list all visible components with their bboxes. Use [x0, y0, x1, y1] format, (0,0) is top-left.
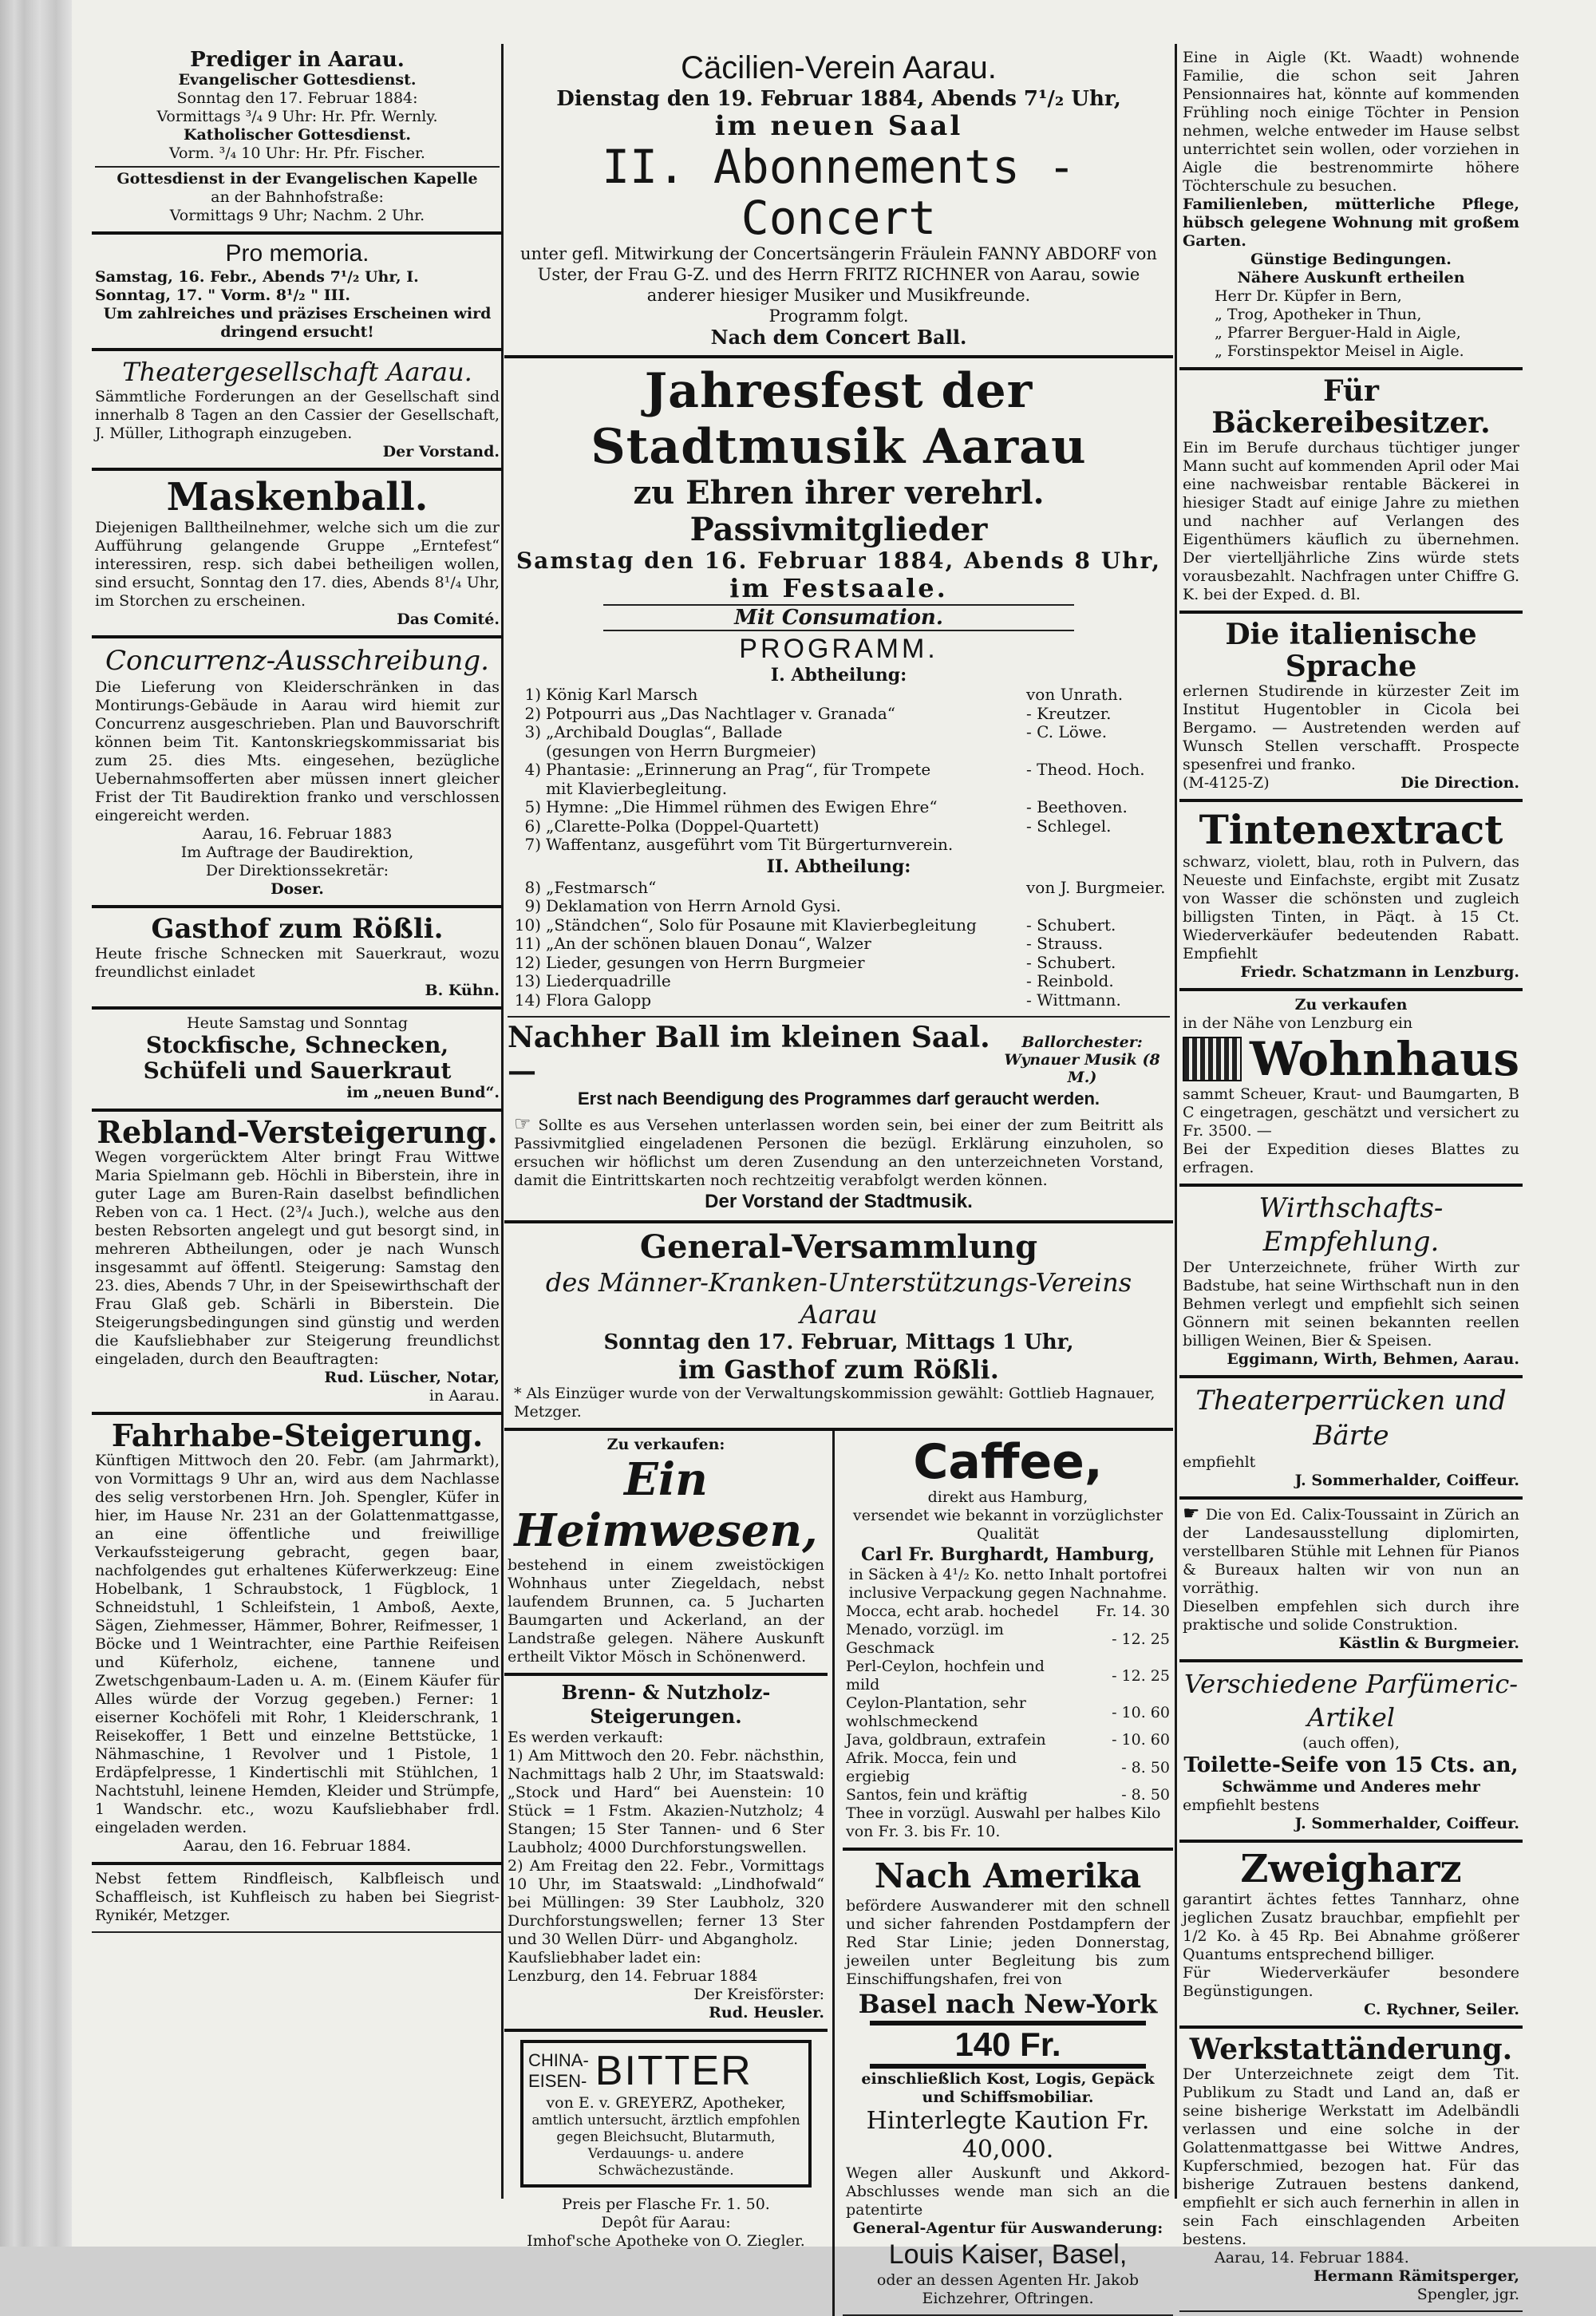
rebland-body: Wegen vorgerücktem Alter bringt Frau Wittwe Maria Spielmann geb. Höchli in Biberstein, ihre in guter Lage am Buren-Rain daselbst befindlichen Reben von ca. 1 Hect. (2³/₄ Juch.), welche aus den besten Rebsorten angelegt und gut besorgt sind, in mehreren Abtheilungen, oder je nach Wunsch insgesammt auf öffentl. Steigerung: Samstag den 23. dies, Abends 7 Uhr, in der Speisewirthschaft der Frau Glaß geb. Schärli in Biberstein. Die Steigerungsbedingungen sind günstig und werden die Kaufsliebhaber zur Steigerung freundlichst eingeladen, durch den Beauftragten:: [95, 1148, 500, 1368]
bitter-von: von E. v. GREYERZ, Apotheker,: [546, 2094, 786, 2112]
programme-item-composer: von J. Burgmeier.: [1026, 877, 1166, 897]
caecilien-concert: II. Abonnements - Concert: [602, 140, 1076, 245]
ad-rindfleisch: [92, 1865, 503, 1933]
aigle-body: Eine in Aigle (Kt. Waadt) wohnende Familie, die schon seit Jahren Pensionnaires hat, könnte auf kommenden Frühling noch einige Töchter in Pension nehmen, welche entweder im Hause selbst unterrichtet sein wollen, oder vorziehen in Aigle die bestrenommirte höhere Töchterschule zu besuchen.: [1183, 49, 1519, 195]
theater-title: Theatergesellschaft Aarau.: [122, 357, 472, 387]
programme-item-title: „Archibald Douglas“, Ballade: [546, 722, 783, 741]
middle-lower-left: [504, 1431, 835, 2316]
caffee-variety: Ceylon-Plantation, sehr wohlschmeckend: [846, 1694, 1026, 1730]
caffee-variety: Menado, vorzügl. im Geschmack: [846, 1621, 1004, 1657]
stadtmusik-consum: Mit Consumation.: [603, 604, 1074, 631]
caffee-thee: Thee in vorzügl. Auswahl per halbes Kilo von Fr. 3. bis Fr. 10.: [846, 1804, 1161, 1840]
wohnhaus-title: Wohnhaus: [1249, 1032, 1519, 1086]
programme-item-title: „Clarette-Polka (Doppel-Quartett): [546, 816, 820, 836]
stadtmusik-nachher-row: [508, 1016, 1170, 1088]
parfum-title: Verschiedene Parfümeric-Artikel: [1183, 1669, 1519, 1733]
caffee-row: [846, 1786, 1170, 1804]
ad-wohnhaus: [1179, 991, 1523, 1187]
parfum-sign: J. Sommerhalder, Coiffeur.: [1294, 1815, 1519, 1832]
caecilien-ball: Nach dem Concert Ball.: [710, 326, 967, 349]
heimwesen-head: Zu verkaufen:: [606, 1436, 725, 1453]
programme-item-composer: - Beethoven.: [1026, 797, 1128, 816]
memoria-title: Pro memoria.: [225, 240, 369, 267]
programme-item: [508, 686, 1170, 705]
prediger-line: Vorm. ³/₄ 10 Uhr: Hr. Pfr. Fischer.: [169, 144, 425, 162]
stadtmusik-orchestra: [994, 1034, 1170, 1086]
zweig-line: Für Wiederverkäufer besondere Begünstigungen.: [1183, 1964, 1519, 2000]
rind-body: Nebst fettem Rindfleisch, Kalbfleisch und Schaffleisch, ist Kuhfleisch zu haben bei Siegrist-Rynikér, Metzger.: [95, 1870, 500, 1924]
stadtmusik-programm: PROGRAMM.: [739, 634, 938, 664]
house-icon: [1183, 1037, 1242, 1081]
perruecken-title: Theaterperrücken und Bärte: [1195, 1385, 1507, 1452]
programme-item-number: 4): [524, 760, 541, 779]
stadtmusik-sub: zu Ehren ihrer verehrl. Passivmitglieder: [633, 474, 1045, 548]
general-note: * Als Einzüger wurde von der Verwaltungskommission gewählt: Gottlieb Hagnauer, Metzger.: [514, 1385, 1156, 1421]
brenn-line: Kaufsliebhaber ladet ein:: [508, 1949, 701, 1966]
werk-title: Werkstattänderung.: [1189, 2033, 1513, 2066]
stadtmusik-nachher: Nachher Ball im kleinen Saal. —: [508, 1021, 990, 1088]
programme-item-composer: - Schubert.: [1026, 915, 1116, 935]
werk-date: Aarau, 14. Februar 1884.: [1215, 2249, 1409, 2267]
stadtmusik-rauch: Erst nach Beendigung des Programmes darf geraucht werden.: [577, 1089, 1100, 1109]
calix-body-wrap: [1183, 1504, 1519, 1598]
programme-item: [508, 916, 1170, 935]
caecilien-prog: Programm folgt.: [768, 306, 909, 326]
rebland-sign: Rud. Lüscher, Notar,: [324, 1369, 500, 1386]
programme-item: [508, 897, 1170, 916]
bitter-big: BITTER: [595, 2048, 753, 2094]
prediger-line: Vormittags ³/₄ 9 Uhr: Hr. Pfr. Wernly.: [156, 108, 438, 125]
caffee-line: in Säcken à 4¹/₂ Ko. netto Inhalt portofrei inclusive Verpackung gegen Nachnahme.: [848, 1566, 1167, 1602]
wohnhaus-header: [1183, 1033, 1519, 1085]
ad-wirthschaft: [1179, 1187, 1523, 1378]
parfum-line: Schwämme und Anderes mehr: [1222, 1778, 1480, 1796]
general-sub: des Männer-Kranken-Unterstützungs-Vereins Aarau: [545, 1267, 1132, 1330]
werk-sign: Hermann Rämitsperger,: [1313, 2267, 1519, 2285]
programme-item-number: 1): [524, 685, 541, 704]
ad-caecilien: [504, 44, 1173, 358]
zweig-body: garantirt ächtes fettes Tannharz, ohne jeglichen Zusatz brauchbar, empfiehlt per 1/2 Ko. à 45 Rp. Bei Abnahme größerer Quantums entsprechend billiger.: [1183, 1891, 1519, 1963]
caffee-price: - 10. 60: [1112, 1703, 1170, 1721]
middle-lower-right: [835, 1431, 1173, 2316]
caffee-row: [846, 1749, 1170, 1786]
amerika-incl: einschließlich Kost, Logis, Gepäck und Schiffsmobiliar.: [861, 2070, 1155, 2106]
fahrhabe-date: Aarau, den 16. Februar 1884.: [183, 1837, 412, 1855]
ad-zweigharz: [1179, 1843, 1523, 2029]
programme-item-number: 5): [524, 797, 541, 816]
caecilien-date: Dienstag den 19. Februar 1884, Abends 7¹/₂ Uhr,: [556, 87, 1121, 111]
amerika-sub: oder an dessen Agenten Hr. Jakob Eichzehrer, Oftringen.: [876, 2271, 1140, 2307]
programme-item-composer: - C. Löwe.: [1026, 722, 1108, 741]
caffee-variety: Mocca, echt arab. hochedel: [846, 1603, 1059, 1620]
ad-brennholz: [504, 1676, 828, 2032]
programme-item-composer: - Kreutzer.: [1026, 703, 1112, 723]
programme-item-number: [508, 780, 546, 799]
ad-sprache: [1179, 614, 1523, 802]
wohnhaus-line: in der Nähe von Lenzburg ein: [1183, 1014, 1413, 1032]
programme-part2-list: [508, 879, 1170, 1010]
brenn-body2: 2) Am Freitag den 22. Febr., Vormittags 10 Uhr, im Staatswald: „Lindhofwald“ bei Müllingen: 39 Ster Laubholz, 320 Durchforstungswellen; ferner 13 Ster und 30 Wellen Dürr- und Abgangholz.: [508, 1857, 824, 1948]
concurrenz-sign: Doser.: [271, 880, 324, 898]
programme-item-number: 6): [524, 816, 541, 836]
brenn-title: Brenn- & Nutzholz-Steigerungen.: [561, 1681, 771, 1728]
caffee-price: Fr. 14. 30: [1096, 1603, 1170, 1620]
bitter-header: [528, 2048, 804, 2094]
programme-item-number: 8): [524, 877, 541, 897]
ad-perruecken: [1179, 1378, 1523, 1500]
ad-maskenball: [92, 471, 503, 638]
pointing-hand-icon: ☛: [1183, 1502, 1200, 1524]
sprache-foot: [1183, 774, 1519, 792]
aigle-ref: „ Forstinspektor Meisel in Aigle.: [1215, 342, 1464, 360]
ad-calix: [1179, 1500, 1523, 1662]
tinte-title: Tintenextract: [1199, 806, 1503, 853]
ad-caffee: [843, 1431, 1173, 1851]
caffee-row: [846, 1731, 1170, 1749]
programme-item-title: „An der schönen blauen Donau“, Walzer: [546, 934, 871, 953]
programme-item-composer: - Schubert.: [1026, 952, 1116, 972]
ad-memoria: [92, 235, 503, 351]
programme-item-number: [508, 742, 546, 761]
amerika-body2: Wegen aller Auskunft und Akkord-Abschlusses wende man sich an die patentirte: [846, 2164, 1170, 2219]
masken-body: Diejenigen Balltheilnehmer, welche sich um die zur Aufführung gelangende Gruppe „Erntefest“ interessiren, resp. sich dabei betheiligen wollen, sind ersucht, Sonntag den 17. dies, Abends 8¹/₄ Uhr, im Storchen zu erscheinen.: [95, 519, 500, 610]
ad-general-versammlung: [504, 1223, 1173, 1431]
roessli-title: Gasthof zum Rößli.: [151, 913, 444, 945]
concurrenz-title: Concurrenz-Ausschreibung.: [105, 645, 489, 677]
ad-bund: [92, 1010, 503, 1112]
caffee-line: versendet wie bekannt in vorzüglichster Qualität: [852, 1507, 1163, 1543]
binding-edge: [0, 0, 72, 2247]
caecilien-body: unter gefl. Mitwirkung der Concertsängerin Fräulein FANNY ABDORF von Uster, der Frau G-Z. und des Herrn FRITZ RICHNER von Aarau, sowie anderer hiesiger Musiker und Musikfreunde.: [520, 244, 1157, 305]
wirth-body: Der Unterzeichnete, früher Wirth zur Badstube, hat seine Wirthschaft nun in den Behmen verlegt und empfiehlt sich seinen Gönnern mit seinen bekannten reellen billigen Weinen, Bier & Speisen.: [1183, 1259, 1519, 1350]
programme-item-title: Deklamation von Herrn Arnold Gysi.: [546, 896, 841, 915]
brenn-line: Es werden verkauft:: [508, 1729, 664, 1746]
programme-item: [508, 879, 1170, 898]
right-column: [1179, 44, 1523, 2303]
programme-item-title: Lieder, gesungen von Herrn Burgmeier: [546, 952, 865, 972]
caffee-line: direkt aus Hamburg,: [927, 1488, 1088, 1506]
stadtmusik-note-text: Sollte es aus Versehen unterlassen worden sein, bei einer der zum Beitritt als Passivmitglied eingeladenen Personen die bezügl. Erklärung einzuholen, so ersuchen wir höflichst um deren Zusendung an den unterzeichneten Vorstand, damit die Eintrittskarten noch rechtzeitig verabfolgt werden können.: [514, 1117, 1163, 1189]
brenn-sign: Rud. Heusler.: [709, 2004, 824, 2022]
programme-item: [508, 798, 1170, 817]
amerika-title: Nach Amerika: [874, 1856, 1142, 1895]
aigle-ref: Herr Dr. Küpfer in Bern,: [1215, 287, 1402, 305]
programme-item-number: 3): [524, 722, 541, 741]
programme-item-title: (gesungen von Herrn Burgmeier): [546, 741, 816, 761]
caffee-title: Caffee,: [913, 1434, 1103, 1490]
zweig-title: Zweigharz: [1240, 1847, 1462, 1891]
ad-theater: [92, 351, 503, 471]
programme-item: [508, 817, 1170, 836]
bitter-depot: Depôt für Aarau:: [601, 2214, 731, 2231]
bitter-l2: EISEN-: [528, 2071, 587, 2091]
caecilien-title: Cäcilien-Verein Aarau.: [681, 50, 997, 85]
calix-line: Dieselben empfehlen sich durch ihre praktische und solide Construktion.: [1183, 1598, 1519, 1634]
caffee-row: [846, 1621, 1170, 1658]
programme-item: [508, 991, 1170, 1010]
prediger-kap-head: Gottesdienst in der Evangelischen Kapelle: [95, 166, 500, 188]
prediger-title: Prediger in Aarau.: [190, 48, 405, 72]
aigle-line: Nähere Auskunft ertheilen: [1237, 269, 1465, 287]
werk-sign: Spengler, jgr.: [1416, 2286, 1519, 2303]
ad-parfum: [1179, 1662, 1523, 1843]
programme-item-number: 9): [524, 896, 541, 915]
programme-item-composer: [1026, 780, 1170, 799]
roessli-body: Heute frische Schnecken mit Sauerkraut, wozu freundlichst einladet: [95, 945, 500, 981]
programme-item-title: „Ständchen“, Solo für Posaune mit Klavierbegleitung: [546, 915, 977, 935]
programme-item-number: 2): [524, 703, 541, 723]
concurrenz-body: Die Lieferung von Kleiderschränken in das Montirungs-Gebäude in Aarau wird hiemit zur Concurrenz ausgeschrieben. Plan und Bauvorschrift können beim Tit. Kantonskriegskommissariat bis zum 25. dies Mts. eingesehen, bezügliche Uebernahmsofferten aber müssen innert gleicher Frist der Tit Baudirektion franko und verschlossen eingereicht werden.: [95, 678, 500, 824]
heimwesen-title: Ein Heimwesen,: [514, 1453, 818, 1557]
amerika-price-band: [870, 2021, 1146, 2069]
programme-item-composer: - Strauss.: [1026, 934, 1104, 953]
bitter-apo: Imhof'sche Apotheke von O. Ziegler.: [527, 2232, 805, 2250]
caffee-firm: Carl Fr. Burghardt, Hamburg,: [860, 1544, 1156, 1565]
stadtmusik-note: [508, 1115, 1170, 1190]
stadtmusik-where: im Festsaale.: [729, 573, 948, 603]
tinte-sign: Friedr. Schatzmann in Lenzburg.: [1240, 963, 1519, 981]
baecker-title: Für Bäckereibesitzer.: [1211, 374, 1491, 440]
caecilien-where: im neuen Saal: [714, 110, 963, 142]
stadtmusik-part2: II. Abtheilung:: [766, 856, 911, 877]
sprache-sign: Die Direction.: [1400, 774, 1519, 792]
programme-item-composer: [1026, 897, 1170, 916]
stadtmusik-title: Jahresfest der Stadtmusik Aarau: [591, 363, 1087, 475]
theater-sign: Der Vorstand.: [382, 443, 500, 460]
perruecken-line: empfiehlt: [1183, 1453, 1256, 1471]
sprache-code: (M-4125-Z): [1183, 774, 1270, 792]
caffee-variety: Santos, fein und kräftig: [846, 1786, 1028, 1804]
prediger-kath-head: Katholischer Gottesdienst.: [183, 126, 412, 144]
caffee-price: - 12. 25: [1112, 1666, 1170, 1685]
orch-label: Ballorchester:: [1021, 1034, 1143, 1051]
brenn-body1: 1) Am Mittwoch den 20. Febr. nächsthin, Nachmittags halb 2 Uhr, im Staatswald: „Stock und Hard“ bei Auenstein: 10 Stück = 1 Fstm. Akazien-Nutzholz; 4 Stangen; 15 Ster Tannen- und 6 Ster Laubholz; 4000 Durchforstungswellen.: [508, 1747, 824, 1856]
brenn-sign: Der Kreisförster:: [693, 1986, 824, 2003]
programme-item-title: mit Klavierbegleitung.: [546, 778, 728, 798]
sprache-body: erlernen Studirende in kürzester Zeit im Institut Hugentobler in Cicola bei Bergamo. — Austretenden werden auf Wunsch Stellen verschafft. Prospecte spesenfrei und franko.: [1183, 682, 1519, 773]
programme-item-composer: - Theod. Hoch.: [1026, 760, 1145, 779]
programme-part1-list: [508, 686, 1170, 855]
programme-item-number: 7): [524, 835, 541, 854]
amerika-agentur: General-Agentur für Auswanderung:: [852, 2219, 1163, 2237]
rebland-title: Rebland-Versteigerung.: [97, 1114, 498, 1150]
caffee-price: - 8. 50: [1121, 1786, 1170, 1804]
amerika-body: befördere Auswanderer mit den schnell und sicher fahrenden Postdampfern der Red Star Linie; jeden Donnerstag, jeweilen unter Begleitung bis zum Einschiffungshafen, frei von: [846, 1897, 1170, 1988]
programme-item: [508, 972, 1170, 991]
parfum-line: Toilette-Seife von 15 Cts. an,: [1183, 1753, 1519, 1777]
masken-title: Maskenball.: [166, 475, 429, 520]
programme-item-title: „Festmarsch“: [546, 877, 657, 897]
programme-item: [508, 705, 1170, 724]
bund-line: Schüfeli und Sauerkraut: [143, 1057, 452, 1084]
calix-body: Die von Ed. Calix-Toussaint in Zürich an der Landesausstellung diplomirten, verstellbaren Stühle mit Lehnen für Pianos & Bureaux halten wir von nun an vorräthig.: [1183, 1506, 1519, 1597]
ad-prediger: [92, 44, 503, 235]
programme-item-composer: - Schlegel.: [1026, 816, 1112, 836]
programme-item: [508, 954, 1170, 973]
wirth-sign: Eggimann, Wirth, Behmen, Aarau.: [1227, 1350, 1519, 1368]
caffee-price: - 10. 60: [1112, 1731, 1170, 1749]
rebland-sign: in Aarau.: [429, 1387, 500, 1405]
programme-item: [508, 761, 1170, 780]
programme-item-number: 13): [514, 971, 541, 990]
memoria-line: Samstag, 16. Febr., Abends 7¹/₂ Uhr, I.: [95, 268, 419, 286]
stadtmusik-part1: I. Abtheilung:: [770, 665, 907, 686]
bund-line: im „neuen Bund“.: [346, 1084, 500, 1101]
fahrhabe-body: Künftigen Mittwoch den 20. Febr. (am Jahrmarkt), von Vormittags 9 Uhr an, wird aus dem Nachlasse des selig verstorbenen Hrn. Joh. Spengler, Küfer in hier, im Hause Nr. 231 an der Golattenmattgasse, an eine öffentliche und freiwillige Verkaufssteigerung gebracht, gegen baar, nachfolgendes gut erhaltenes Küferwerkzeug: Eine Hobelbank, 1 Schraubstock, 1 Fügblock, 1 Schneidstuhl, 1 Schleifstein, 1 Amboß, Aexte, Sägen, Ziehmesser, Hämmer, Bohrer, Reifmesser, 1 Böcke und 1 Weintrachter, eine Parthie Reifeisen und Küferholz, eichene, tannene und Zwetschgenbaum-Laden u. A. m. (Einem Käufer für Alles würde der Vorzug gegeben.) Ferner: 1 eiserner Kochöfeli mit Rohr, 1 Kleiderschrank, 1 Reisekoffer, 1 Bett und einzelne Bettstücke, 1 Nähmaschine, 1 Revolver und 1 Pistole, 1 Erdäpfelpresse, 1 Kindertischli mit Stühlchen, 1 Nachtstuhl, leinene Hemden, Kleider und Strümpfe, 1 Wandschr. etc., wozu Kaufsliebhaber frdl. eingeladen werden.: [95, 1452, 500, 1836]
programme-item-composer: [1026, 742, 1170, 761]
middle-column: [504, 44, 1173, 2307]
stadtmusik-sign: Der Vorstand der Stadtmusik.: [705, 1191, 973, 1212]
caffee-row: [846, 1603, 1170, 1621]
brenn-date: Lenzburg, den 14. Februar 1884: [508, 1967, 758, 1985]
general-title: General-Versammlung: [639, 1228, 1038, 1266]
programme-item-title: Flora Galopp: [546, 990, 652, 1010]
masken-sign: Das Comité.: [397, 611, 500, 628]
amerika-firm: Louis Kaiser, Basel,: [888, 2239, 1128, 2270]
wohnhaus-body: sammt Scheuer, Kraut- und Baumgarten, B C eingetragen, geschätzt und versichert zu Fr. 3500. —: [1183, 1085, 1519, 1140]
programme-item-title: Potpourri aus „Das Nachtlager v. Granada“: [546, 703, 895, 723]
caffee-variety: Java, goldbraun, extrafein: [846, 1731, 1046, 1749]
programme-item-title: Waffentanz, ausgeführt vom Tit Bürgerturnverein.: [546, 835, 954, 854]
prediger-ev-head: Evangelischer Gottesdienst.: [178, 71, 417, 89]
ad-amerika: [843, 1851, 1173, 2316]
caffee-variety: Afrik. Mocca, fein und ergiebig: [846, 1749, 1017, 1785]
prediger-line: an der Bahnhofstraße:: [211, 188, 384, 206]
ad-rebland: [92, 1112, 503, 1415]
perruecken-sign: J. Sommerhalder, Coiffeur.: [1294, 1472, 1519, 1489]
bund-line: Heute Samstag und Sonntag: [187, 1014, 408, 1032]
wohnhaus-line: Bei der Expedition dieses Blattes zu erfragen.: [1183, 1140, 1519, 1176]
ad-concurrenz: [92, 638, 503, 908]
bitter-l1: CHINA-: [528, 2050, 589, 2070]
sprache-title: Die italienische Sprache: [1225, 618, 1477, 683]
baecker-body: Ein im Berufe durchaus tüchtiger junger Mann sucht auf kommenden April oder Mai eine nachweisbar rentable Bäckerei in hiesiger Stadt auf einige Jahre zu miethen und nachher auf Verlangen des Eigenthümers käuflich zu übernehmen. Der viertelljährliche Zins würde stets vorausbezahlt. Nachfragen unter Chiffre G. K. bei der Exped. d. Bl.: [1183, 439, 1519, 603]
ad-heimwesen: [504, 1431, 828, 1676]
ad-werkstatt: [1179, 2029, 1523, 2312]
orch-name: Wynauer Musik (8 M.): [1004, 1051, 1160, 1086]
pointing-hand-icon: ☞: [514, 1113, 531, 1135]
prediger-line: Sonntag den 17. Februar 1884:: [176, 89, 418, 107]
programme-item-number: 14): [514, 990, 541, 1010]
memoria-line: Sonntag, 17. " Vorm. 8¹/₂ " III.: [95, 287, 351, 304]
bitter-desc: gegen Bleichsucht, Blutarmuth, Verdauungs- u. andere Schwächezustände.: [556, 2129, 776, 2179]
fahrhabe-title: Fahrhabe-Steigerung.: [111, 1417, 484, 1453]
caffee-variety: Perl-Ceylon, hochfein und mild: [846, 1658, 1045, 1694]
programme-item: [508, 836, 1170, 855]
caffee-price: - 8. 50: [1121, 1758, 1170, 1777]
programme-item: [508, 742, 1170, 761]
prediger-line: Vormittags 9 Uhr; Nachm. 2 Uhr.: [169, 207, 425, 224]
ad-roessli: [92, 908, 503, 1010]
general-date: Sonntag den 17. Februar, Mittags 1 Uhr,: [603, 1330, 1074, 1354]
wohnhaus-head: Zu verkaufen: [1294, 996, 1408, 1014]
aigle-line: Familienleben, mütterliche Pflege, hübsch gelegene Wohnung mit großem Garten.: [1183, 196, 1519, 250]
programme-item-number: 11): [514, 934, 541, 953]
programme-item-title: Hymne: „Die Himmel rühmen des Ewigen Ehre“: [546, 797, 938, 816]
ad-fahrhabe: [92, 1415, 503, 1865]
ad-baecker: [1179, 370, 1523, 614]
programme-item-number: 12): [514, 952, 541, 972]
programme-item-composer: [1026, 836, 1170, 855]
parfum-line: empfiehlt bestens: [1183, 1796, 1320, 1814]
amerika-price: 140 Fr.: [954, 2026, 1061, 2063]
bitter-desc: amtlich untersucht, ärztlich empfohlen: [531, 2112, 800, 2128]
bitter-prefix: [528, 2050, 589, 2092]
memoria-line: Um zahlreiches und präzises Erscheinen wird dringend ersucht!: [103, 305, 492, 341]
amerika-kaution: Hinterlegte Kaution Fr. 40,000.: [866, 2107, 1150, 2164]
programme-item-composer: - Wittmann.: [1026, 990, 1121, 1010]
programme-item: [508, 935, 1170, 954]
programme-item-title: Liederquadrille: [546, 971, 671, 990]
programme-item: [508, 780, 1170, 799]
caffee-row: [846, 1658, 1170, 1694]
caffee-price: - 12. 25: [1112, 1630, 1170, 1648]
parfum-line: (auch offen),: [1302, 1734, 1400, 1752]
werk-body: Der Unterzeichnete zeigt dem Tit. Publikum zu Stadt und Land an, daß er seine bisherige Werkstatt im Adelbändli verlassen und eine solche in der Golattenmattgasse bei Wittwe Andres, Kupferschmied, bezogen hat. Für das bisherige Zutrauen bestens dankend, empfiehlt er sich auch fernerhin in allen in sein Fach einschlagenden Arbeiten bestens.: [1183, 2065, 1519, 2248]
ad-china-bitter: [520, 2040, 812, 2188]
concurrenz-sign: Im Auftrage der Baudirektion,: [180, 844, 414, 861]
column-rule-right: [1175, 44, 1177, 2199]
ad-aigle: [1179, 44, 1523, 370]
middle-lower-split: [504, 1431, 1173, 2316]
stadtmusik-date: Samstag den 16. Februar 1884, Abends 8 Uhr,: [516, 547, 1162, 574]
zweig-sign: C. Rychner, Seiler.: [1364, 2001, 1519, 2018]
caffee-row: [846, 1694, 1170, 1731]
left-column: [92, 44, 503, 2223]
ad-stadtmusik: [504, 358, 1173, 1223]
wirth-title: Wirthschafts-Empfehlung.: [1258, 1192, 1444, 1258]
bitter-preis: Preis per Flasche Fr. 1. 50.: [562, 2195, 770, 2213]
aigle-ref: „ Trog, Apotheker in Thun,: [1215, 306, 1422, 323]
heimwesen-body: bestehend in einem zweistöckigen Wohnhaus unter Ziegeldach, nebst laufendem Brunnen, ca. 5 Jucharten Baumgarten und Ackerland, an der Landstraße gelegen. Nähere Auskunft ertheilt Viktor Mösch in Schönenwerd.: [508, 1556, 824, 1666]
programme-item-title: Phantasie: „Erinnerung an Prag“, für Trompete: [546, 760, 931, 779]
programme-item-composer: von Unrath.: [1026, 685, 1124, 704]
tinte-body: schwarz, violett, blau, roth in Pulvern, das Neueste und Einfachste, ergibt mit Zusatz von Wasser die schönsten und zugleich billigsten Tinten, in Päqt. à 15 Ct. Wiederverkäufer bedeutenden Rabatt. Empfiehlt: [1183, 853, 1519, 962]
programme-item-composer: - Reinbold.: [1026, 971, 1114, 990]
programme-item-number: 10): [514, 915, 541, 935]
amerika-route: Basel nach New-York: [858, 1989, 1158, 2019]
aigle-ref: „ Pfarrer Berguer-Hald in Aigle,: [1215, 324, 1461, 342]
general-where: im Gasthof zum Rößli.: [678, 1354, 999, 1385]
concurrenz-date: Aarau, 16. Februar 1883: [202, 825, 393, 843]
theater-body: Sämmtliche Forderungen an der Gesellschaft sind innerhalb 8 Tagen an den Cassier der Gesellschaft, J. Müller, Lithograph einzugeben.: [95, 388, 500, 442]
programme-item: [508, 723, 1170, 742]
calix-sign: Kästlin & Burgmeier.: [1338, 1634, 1519, 1652]
caffee-price-table: [846, 1603, 1170, 1804]
concurrenz-sign: Der Direktionssekretär:: [205, 862, 389, 879]
aigle-line: Günstige Bedingungen.: [1250, 251, 1452, 268]
ad-tinte: [1179, 802, 1523, 991]
bund-line: Stockfische, Schnecken,: [145, 1032, 449, 1058]
programme-item-title: König Karl Marsch: [546, 685, 698, 704]
roessli-sign: B. Kühn.: [425, 982, 500, 999]
